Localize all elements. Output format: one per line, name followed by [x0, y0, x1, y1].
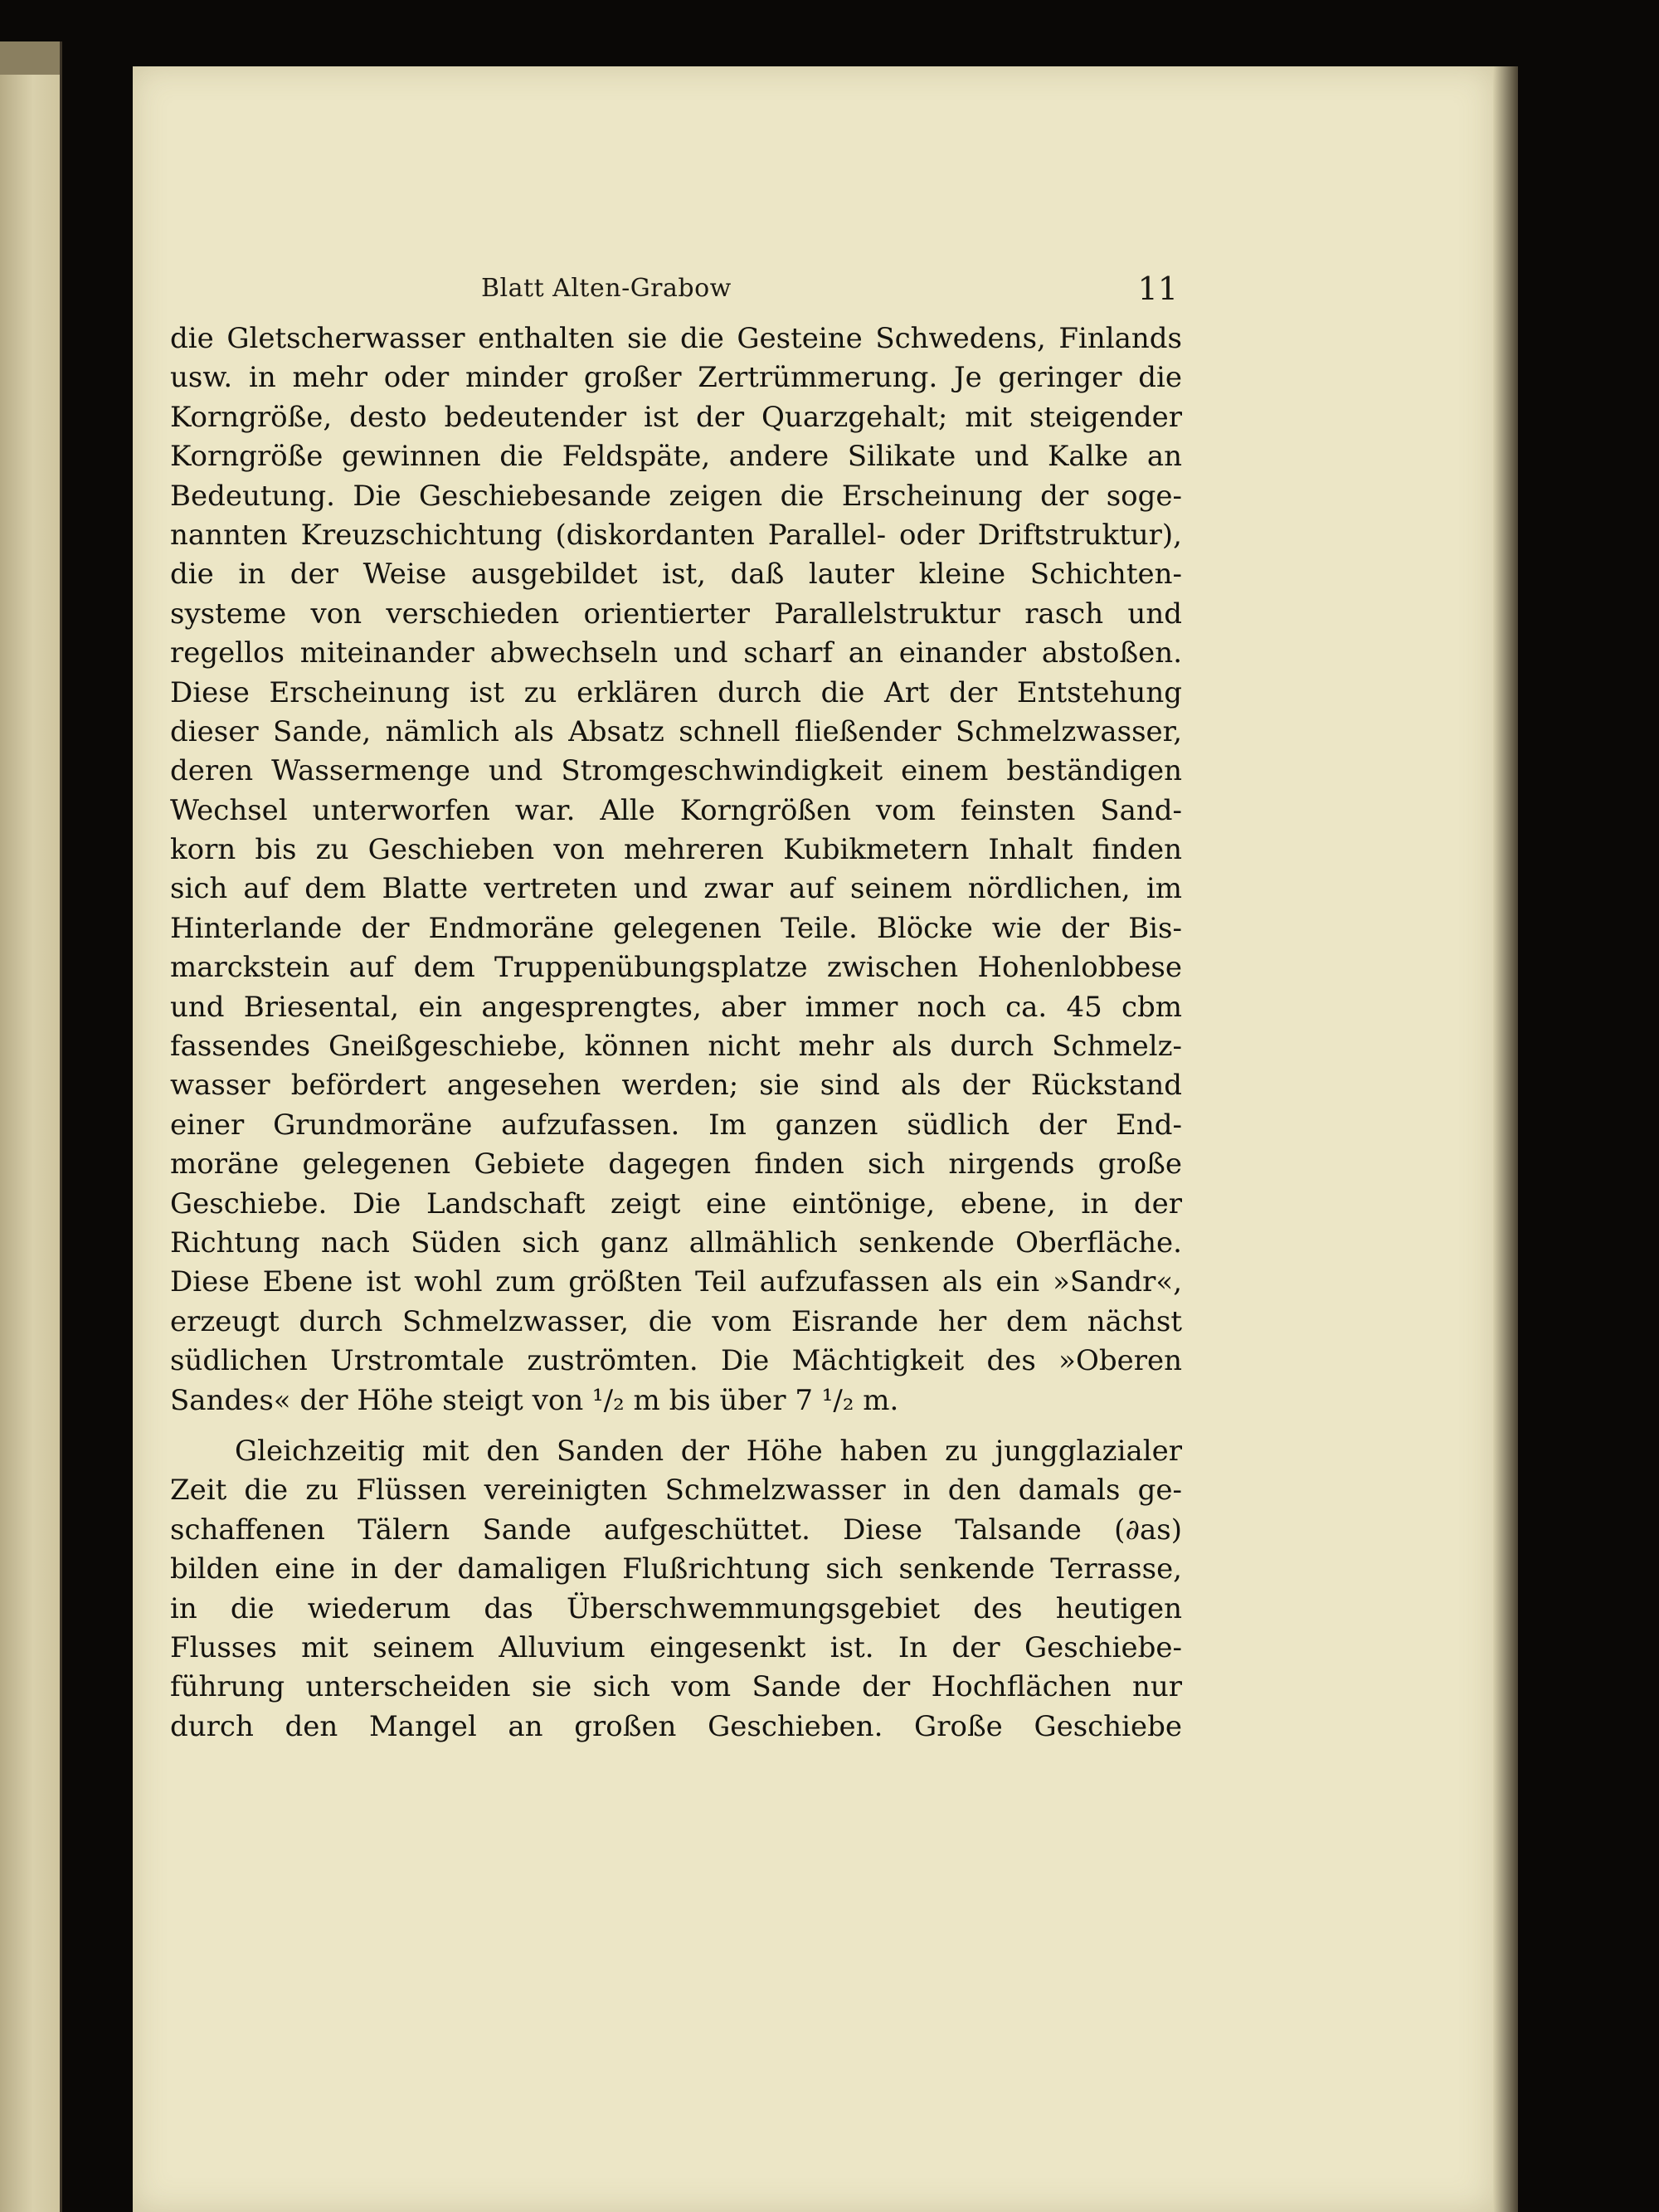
text-line: Sandes« der Höhe steigt von ¹/₂ m bis über 7 ¹/₂ m.	[170, 1383, 899, 1417]
text-line: südlichen Urstromtale zuströmten. Die Mächtigkeit des »Oberen	[170, 1344, 1182, 1378]
text-line: Wechsel unterworfen war. Alle Korngrößen vom feinsten Sand-	[170, 793, 1182, 827]
text-line: regellos miteinander abwechseln und scharf an einander abstoßen.	[170, 636, 1182, 670]
paragraph-gap	[170, 1420, 1182, 1432]
text-line: führung unterscheiden sie sich vom Sande der Hochflächen nur	[170, 1670, 1182, 1704]
text-line: Richtung nach Süden sich ganz allmählich senkende Oberfläche.	[170, 1225, 1182, 1259]
page-number: 11	[1137, 270, 1178, 307]
text-line: Korngröße, desto bedeutender ist der Quarzgehalt; mit steigender	[170, 400, 1182, 434]
running-title: Blatt Alten-Grabow	[481, 274, 732, 303]
text-line: deren Wassermenge und Stromgeschwindigkeit einem beständigen	[170, 754, 1182, 788]
text-line: marckstein auf dem Truppenübungsplatze zwischen Hohenlobbese	[170, 951, 1182, 985]
text-line: die Gletscherwasser enthalten sie die Gesteine Schwedens, Finlands	[170, 322, 1182, 355]
text-line: sich auf dem Blatte vertreten und zwar auf seinem nördlichen, im	[170, 872, 1182, 906]
text-line: Zeit die zu Flüssen vereinigten Schmelzwasser in den damals ge-	[170, 1474, 1182, 1508]
paragraph-1	[170, 319, 1182, 1420]
text-line: einer Grundmoräne aufzufassen. Im ganzen südlich der End-	[170, 1108, 1182, 1142]
body-text	[170, 319, 1182, 1747]
text-line: Gleichzeitig mit den Sanden der Höhe haben zu jungglazialer	[235, 1434, 1182, 1468]
text-line: moräne gelegenen Gebiete dagegen finden sich nirgends große	[170, 1147, 1182, 1182]
text-line: dieser Sande, nämlich als Absatz schnell fließender Schmelzwasser,	[170, 714, 1182, 748]
text-line: usw. in mehr oder minder großer Zertrümmerung. Je geringer die	[170, 361, 1182, 395]
text-line: wasser befördert angesehen werden; sie sind als der Rückstand	[170, 1069, 1182, 1103]
text-line: schaffenen Tälern Sande aufgeschüttet. Diese Talsande (∂as)	[170, 1513, 1182, 1547]
text-line: korn bis zu Geschieben von mehreren Kubikmetern Inhalt finden	[170, 833, 1182, 867]
text-line: bilden eine in der damaligen Flußrichtung sich senkende Terrasse,	[170, 1552, 1182, 1586]
text-line: und Briesental, ein angesprengtes, aber immer noch ca. 45 cbm	[170, 990, 1182, 1024]
text-line: systeme von verschieden orientierter Parallelstruktur rasch und	[170, 597, 1182, 631]
left-page-edge	[0, 41, 62, 2212]
text-line: Diese Ebene ist wohl zum größten Teil aufzufassen als ein »Sandr«,	[170, 1265, 1182, 1299]
text-line: Korngröße gewinnen die Feldspäte, andere Silikate und Kalke an	[170, 440, 1182, 474]
text-line: Diese Erscheinung ist zu erklären durch die Art der Entstehung	[170, 675, 1182, 709]
text-line: Flusses mit seinem Alluvium eingesenkt ist. In der Geschiebe-	[170, 1630, 1182, 1664]
text-line: Hinterlande der Endmoräne gelegenen Teile. Blöcke wie der Bis-	[170, 911, 1182, 945]
text-line: in die wiederum das Überschwemmungsgebiet des heutigen	[170, 1591, 1182, 1625]
text-line: nannten Kreuzschichtung (diskordanten Parallel- oder Driftstruktur),	[170, 518, 1182, 552]
text-line: durch den Mangel an großen Geschieben. Große Geschiebe	[170, 1709, 1182, 1743]
text-line: Geschiebe. Die Landschaft zeigt eine eintönige, ebene, in der	[170, 1186, 1182, 1220]
text-line: fassendes Gneißgeschiebe, können nicht mehr als durch Schmelz-	[170, 1030, 1182, 1064]
text-line: die in der Weise ausgebildet ist, daß lauter kleine Schichten-	[170, 558, 1182, 592]
paragraph-2	[170, 1432, 1182, 1747]
page-right-edge	[1493, 66, 1518, 2212]
text-line: erzeugt durch Schmelzwasser, die vom Eisrande her dem nächst	[170, 1304, 1182, 1338]
text-line: Bedeutung. Die Geschiebesande zeigen die Erscheinung der soge-	[170, 479, 1182, 513]
page-header	[166, 266, 1194, 315]
